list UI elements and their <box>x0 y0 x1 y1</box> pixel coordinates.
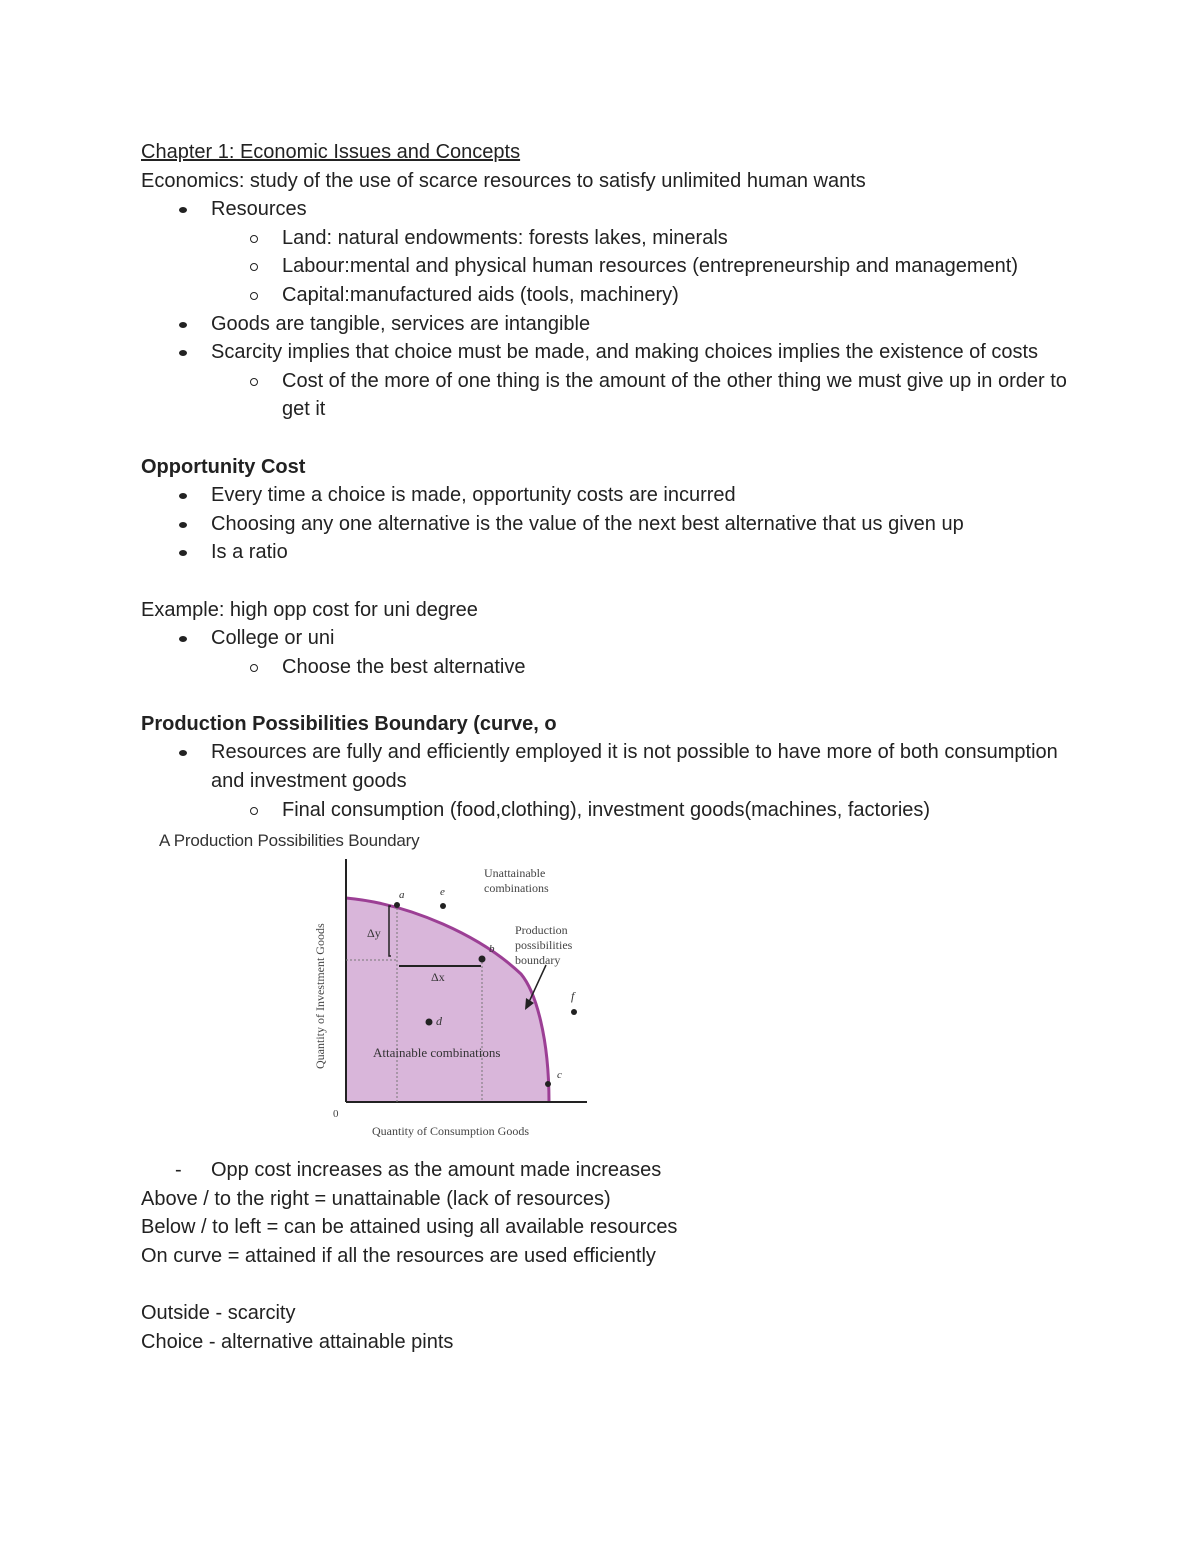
point-d <box>426 1019 433 1026</box>
label-d: d <box>436 1014 442 1029</box>
arrow-shaft <box>529 965 546 1002</box>
ppb-heading: Production Possibilities Boundary (curve, o <box>141 712 557 735</box>
label-b: b <box>489 943 495 956</box>
bullet-labour: Labour:mental and physical human resources (entrepreneurship and management) <box>141 252 1071 281</box>
bullet-college: College or uni <box>141 624 1071 653</box>
opportunity-cost-list <box>141 481 1071 567</box>
bullet-opp-3: Is a ratio <box>141 538 1071 567</box>
note-above: Above / to the right = unattainable (lack of resources) <box>141 1187 611 1210</box>
bullet-goods: Goods are tangible, services are intangible <box>141 310 1071 339</box>
label-a: a <box>399 889 405 902</box>
point-b <box>479 956 486 963</box>
point-a <box>394 902 400 908</box>
dash-note-text: Opp cost increases as the amount made increases <box>211 1159 662 1182</box>
economics-definition: Economics: study of the use of scarce resources to satisfy unlimited human wants <box>141 169 866 192</box>
figure-title: A Production Possibilities Boundary <box>159 831 420 851</box>
label-unattainable-1: Unattainable <box>484 866 546 881</box>
bullet-opp-1: Every time a choice is made, opportunity costs are incurred <box>141 481 1071 510</box>
note-outside: Outside - scarcity <box>141 1302 296 1325</box>
point-c <box>545 1081 551 1087</box>
x-axis-label: Quantity of Consumption Goods <box>372 1124 530 1139</box>
ppb-figure <box>141 824 1071 1156</box>
resources-list <box>141 195 1071 424</box>
bullet-scarcity: Scarcity implies that choice must be made, and making choices implies the existence of costs <box>141 338 1071 367</box>
opportunity-cost-heading: Opportunity Cost <box>141 455 306 478</box>
label-f: f <box>571 989 575 1004</box>
point-f <box>571 1009 577 1015</box>
label-c: c <box>557 1069 562 1082</box>
bullet-cost-more: Cost of the more of one thing is the amount of the other thing we must give up in order to get it <box>141 367 1071 424</box>
point-e <box>440 903 446 909</box>
bullet-capital: Capital:manufactured aids (tools, machinery) <box>141 281 1071 310</box>
dash-marker: - <box>175 1159 182 1182</box>
ppb-list <box>141 738 1071 824</box>
example-line: Example: high opp cost for uni degree <box>141 598 478 621</box>
note-on-curve: On curve = attained if all the resources are used efficiently <box>141 1245 656 1268</box>
label-origin: 0 <box>333 1108 339 1121</box>
note-choice: Choice - alternative attainable pints <box>141 1330 454 1353</box>
label-attainable: Attainable combinations <box>373 1045 501 1061</box>
y-axis-label: Quantity of Investment Goods <box>313 923 327 1070</box>
bullet-resources: Resources <box>141 195 1071 224</box>
label-boundary-2: possibilities <box>515 938 573 953</box>
note-below: Below / to left = can be attained using all available resources <box>141 1216 678 1239</box>
chapter-title: Chapter 1: Economic Issues and Concepts <box>141 141 521 163</box>
example-list <box>141 624 1071 681</box>
dash-note <box>141 1156 1071 1185</box>
label-delta-y: Δy <box>367 926 381 941</box>
bullet-opp-2: Choosing any one alternative is the value of the next best alternative that us given up <box>141 510 1071 539</box>
bullet-best-alternative: Choose the best alternative <box>141 653 1071 682</box>
label-e: e <box>440 886 445 899</box>
document-page <box>141 138 1071 1356</box>
label-boundary-3: boundary <box>515 953 561 968</box>
label-unattainable-2: combinations <box>484 881 549 896</box>
bullet-fully-employed: Resources are fully and efficiently employed it is not possible to have more of both consumption and investment goods <box>141 738 1071 795</box>
bullet-final-consumption: Final consumption (food,clothing), investment goods(machines, factories) <box>141 796 1071 825</box>
bullet-land: Land: natural endowments: forests lakes, minerals <box>141 224 1071 253</box>
label-delta-x: Δx <box>431 970 445 985</box>
ppb-diagram <box>141 824 1071 1156</box>
label-boundary-1: Production <box>515 923 568 938</box>
